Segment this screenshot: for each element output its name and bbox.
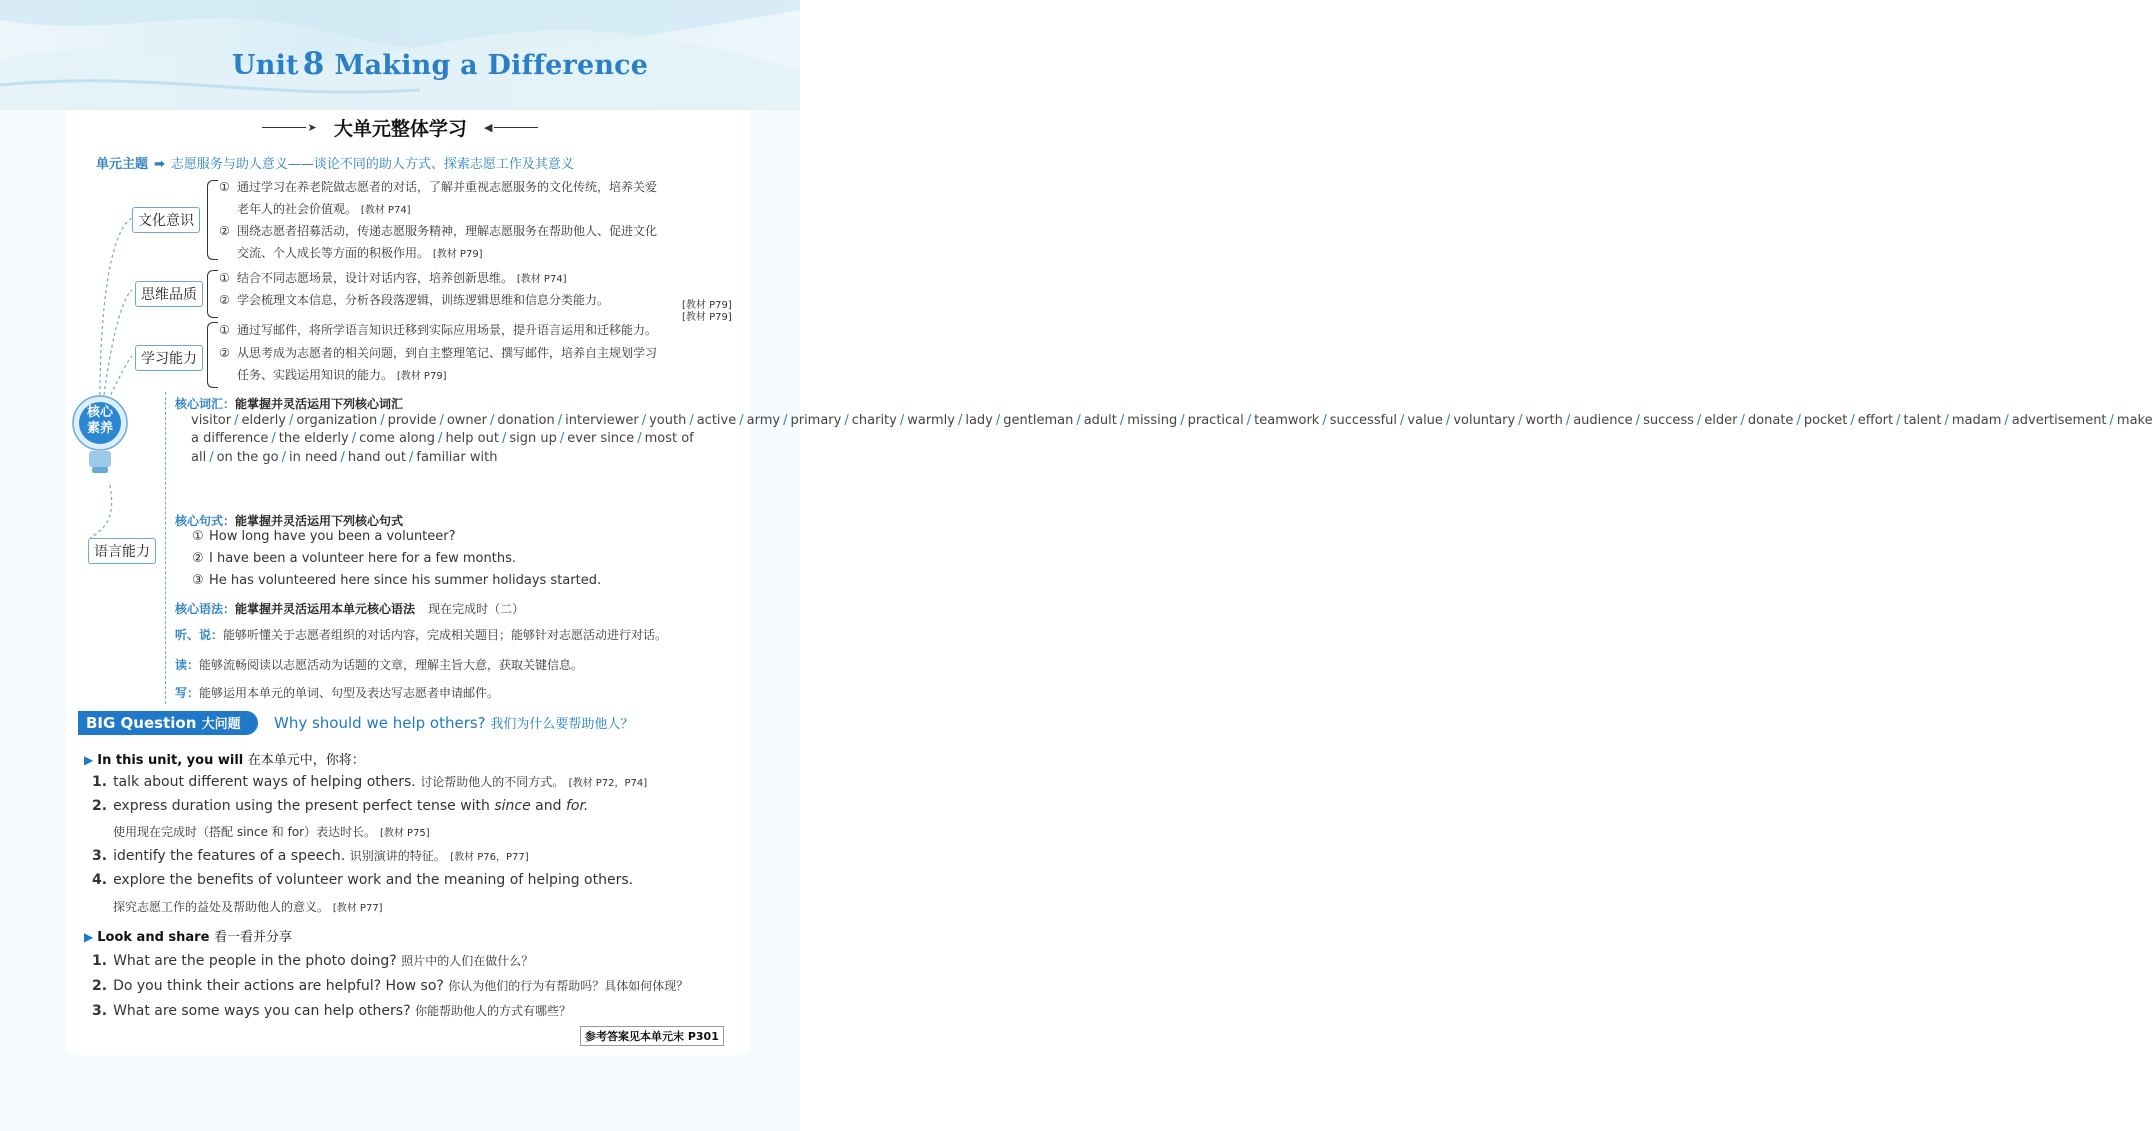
listen-line	[175, 626, 667, 643]
vocab-separator: /	[557, 413, 563, 428]
vocab-word: interviewer	[565, 413, 639, 428]
thinking-item-2-num: ②	[219, 293, 230, 307]
culture-brace	[207, 180, 218, 260]
read-label: 读：	[175, 658, 200, 672]
vocab-word: audience	[1573, 413, 1633, 428]
goal-2-since: since	[494, 798, 531, 814]
culture-awareness-label: 文化意识	[132, 207, 200, 233]
bulb-line-1: 核心	[86, 405, 113, 420]
goal-2-ref: [教材 P75]	[379, 828, 430, 839]
vocab-separator: /	[899, 413, 905, 428]
vocab-word: most of all	[191, 431, 694, 465]
vocab-separator: /	[995, 413, 1001, 428]
vocab-heading	[175, 393, 403, 412]
grammar-value: 现在完成时（二）	[428, 602, 525, 616]
vocab-word: hand out	[347, 449, 406, 465]
vocab-word: missing	[1127, 413, 1178, 428]
vocab-word: adult	[1083, 413, 1117, 428]
vocab-separator: /	[1076, 413, 1081, 428]
language-ability-label: 语言能力	[88, 538, 156, 564]
write-text: 能够运用本单元的单词、句型及表达写志愿者申请邮件。	[199, 686, 500, 700]
vocab-word: sign up	[509, 431, 557, 447]
look-question-3	[92, 1002, 571, 1019]
vocab-word: organization	[296, 413, 378, 428]
vocab-word: owner	[446, 413, 488, 428]
vocab-desc: 能掌握并灵活运用下列核心词汇	[235, 397, 404, 411]
culture-item-1	[219, 177, 657, 198]
sentence-3-num: ③	[192, 573, 204, 588]
in-this-unit-heading	[84, 749, 365, 768]
unit-theme	[96, 153, 574, 172]
thinking-item-2-text: 学会梳理文本信息，分析各段落逻辑，训练逻辑思维和信息分类能力。	[237, 293, 610, 307]
grammar-desc: 能掌握并灵活运用本单元核心语法	[235, 602, 416, 616]
learning-item-1-ref: [教材 P79]	[682, 312, 732, 323]
thinking-item-2	[219, 290, 609, 311]
grammar-label: 核心语法：	[175, 602, 236, 616]
vocab-word: success	[1643, 413, 1694, 428]
look-q3-en: What are some ways you can help others?	[113, 1003, 411, 1019]
goal-4-cn: 探究志愿工作的益处及帮助他人的意义。	[113, 900, 330, 914]
vocab-separator: /	[289, 413, 294, 428]
goal-1-ref: [教材 P72，P74]	[568, 778, 648, 789]
goal-2-cn: 使用现在完成时（搭配 since 和 for）表达时长。	[113, 825, 377, 839]
header-banner	[0, 0, 800, 110]
sentence-2	[192, 551, 516, 566]
read-line	[175, 656, 583, 673]
vocab-separator: /	[2109, 413, 2114, 428]
look-share-en: Look and share	[97, 930, 210, 945]
vocab-word: help out	[445, 431, 499, 447]
vocab-separator: /	[559, 431, 565, 447]
unit-name: Making a Difference	[334, 50, 649, 81]
vocab-word: gentleman	[1003, 413, 1074, 428]
vocab-separator: /	[271, 431, 276, 447]
goal-3-cn: 识别演讲的特征。	[349, 849, 446, 863]
look-q1-en: What are the people in the photo doing?	[113, 953, 397, 969]
look-q2-num: 2.	[92, 978, 108, 994]
learning-brace	[207, 322, 218, 388]
learning-item-2	[219, 343, 657, 364]
goal-1-num: 1.	[92, 774, 108, 790]
look-q3-num: 3.	[92, 1003, 108, 1019]
culture-item-2	[219, 221, 657, 242]
vocab-separator: /	[234, 413, 239, 428]
vocab-separator: /	[2004, 413, 2009, 428]
in-this-unit-cn: 在本单元中，你将：	[247, 753, 365, 768]
unit-goal-4	[92, 872, 633, 888]
vocab-word: on the go	[216, 449, 279, 465]
vocab-word: active	[696, 413, 737, 428]
vocab-word: successful	[1329, 413, 1398, 428]
look-q3-cn: 你能帮助他人的方式有哪些？	[414, 1004, 571, 1018]
listen-label: 听、说：	[175, 628, 224, 642]
culture-item-2-ref: [教材 P79]	[432, 249, 483, 260]
learning-item-1	[219, 320, 657, 341]
vocab-separator: /	[1944, 413, 1949, 428]
vocab-separator: /	[438, 431, 443, 447]
vocab-separator: /	[1518, 413, 1523, 428]
vocab-word: talent	[1903, 413, 1942, 428]
sentence-3-text: He has volunteered here since his summer holidays started.	[209, 573, 602, 588]
vocab-word: warmly	[907, 413, 955, 428]
section-title-text: 大单元整体学习	[333, 118, 467, 140]
unit-label: Unit	[232, 50, 299, 81]
write-label: 写：	[175, 686, 200, 700]
vocab-word: provide	[387, 413, 437, 428]
look-q1-cn: 照片中的人们在做什么？	[401, 954, 534, 968]
learning-item-2-line2: 任务、实践运用知识的能力。	[237, 368, 394, 382]
arrow-right-icon: ➤	[307, 121, 317, 134]
vocab-word: practical	[1187, 413, 1244, 428]
vocab-list	[191, 412, 2153, 467]
learning-item-2-ref: [教材 P79]	[396, 371, 447, 382]
vocab-separator: /	[1322, 413, 1327, 428]
big-question-cn: 大问题	[201, 717, 241, 732]
sentence-2-text: I have been a volunteer here for a few months.	[209, 551, 516, 566]
sentence-1	[192, 529, 456, 544]
learning-item-2b	[237, 365, 447, 387]
sentence-heading	[175, 510, 403, 529]
goal-2-and: and	[530, 798, 566, 814]
look-question-1	[92, 952, 533, 969]
big-question-en-text: Why should we help others?	[274, 714, 486, 732]
thinking-item-1	[219, 268, 567, 290]
vocab-separator: /	[1850, 413, 1855, 428]
theme-label: 单元主题	[96, 157, 149, 172]
goal-2-num: 2.	[92, 798, 108, 814]
sentence-label: 核心句式：	[175, 514, 236, 528]
goal-2-for: for.	[565, 798, 589, 814]
vocab-word: familiar with	[416, 449, 498, 465]
learning-item-2-line1: 从思考成为志愿者的相关问题，到自主整理笔记、撰写邮件，培养自主规划学习	[237, 346, 658, 360]
read-text: 能够流畅阅读以志愿活动为话题的文章，理解主旨大意，获取关键信息。	[199, 658, 584, 672]
goal-2-en: express duration using the present perfect tense with	[113, 798, 495, 814]
learning-ability-label: 学习能力	[135, 345, 203, 371]
learning-item-1-ref-box	[682, 306, 732, 328]
vocab-word: donate	[1747, 413, 1794, 428]
culture-item-1-num: ①	[219, 180, 230, 194]
sentence-1-num: ①	[192, 529, 204, 544]
vocab-separator: /	[689, 413, 694, 428]
vocab-word: elder	[1704, 413, 1738, 428]
thinking-item-2-ref: [教材 P79]	[682, 300, 732, 311]
vocab-word: primary	[790, 413, 842, 428]
goal-1-cn: 讨论帮助他人的不同方式。	[420, 775, 565, 789]
culture-item-1-line1: 通过学习在养老院做志愿者的对话，了解并重视志愿服务的文化传统，培养关爱	[237, 180, 658, 194]
look-share-cn: 看一看并分享	[213, 930, 292, 945]
theme-value: 志愿服务与助人意义——谈论不同的助人方式、探索志愿工作及其意义	[170, 157, 574, 172]
unit-goal-2	[92, 798, 588, 814]
vocab-word: elderly	[241, 413, 286, 428]
vocab-separator: /	[501, 431, 507, 447]
answer-reference-note: 参考答案见本单元末 P301	[580, 1026, 724, 1046]
vocab-word: youth	[649, 413, 687, 428]
culture-item-2b	[237, 243, 483, 265]
vocab-separator: /	[1740, 413, 1745, 428]
goal-3-num: 3.	[92, 848, 108, 864]
vocab-separator: /	[1896, 413, 1901, 428]
vocab-word: lady	[965, 413, 993, 428]
vocab-separator: /	[209, 449, 214, 465]
sentence-3	[192, 573, 601, 588]
vocab-word: come along	[359, 431, 436, 447]
write-line	[175, 684, 499, 701]
vocab-label: 核心词汇：	[175, 397, 236, 411]
in-this-unit-en: In this unit, you will	[97, 753, 244, 768]
learning-item-1-num: ①	[219, 323, 230, 337]
vocab-word: charity	[851, 413, 897, 428]
sentence-desc: 能掌握并灵活运用下列核心句式	[235, 514, 404, 528]
vocab-word: donation	[497, 413, 555, 428]
arrow-icon: ➡	[154, 157, 165, 172]
vocab-separator: /	[1246, 413, 1252, 428]
vocab-separator: /	[351, 431, 357, 447]
vocab-separator: /	[1696, 413, 1702, 428]
arrow-left-icon: ◀	[483, 121, 493, 134]
look-q2-en: Do you think their actions are helpful? How so?	[113, 978, 444, 994]
vocab-word: madam	[1951, 413, 2002, 428]
thinking-brace	[207, 270, 218, 318]
sentence-1-text: How long have you been a volunteer?	[209, 529, 456, 544]
unit-number: 8	[302, 46, 325, 82]
bulb-line-2: 素养	[86, 421, 113, 436]
unit-title	[232, 46, 648, 82]
section-title	[0, 114, 800, 141]
look-q2-cn: 你认为他们的行为有帮助吗？具体如何体现？	[448, 979, 689, 993]
vocab-separator: /	[739, 413, 744, 428]
vocab-separator: /	[957, 413, 963, 428]
goal-4-en: explore the benefits of volunteer work and the meaning of helping others.	[113, 872, 634, 888]
title-rule-left	[262, 127, 306, 128]
thinking-quality-label: 思维品质	[135, 281, 203, 307]
vocab-separator: /	[1180, 413, 1185, 428]
vocab-word: advertisement	[2011, 413, 2107, 428]
vocab-separator: /	[439, 413, 444, 428]
look-and-share-heading	[84, 926, 292, 945]
vocab-separator: /	[1635, 413, 1641, 428]
vocab-separator: /	[783, 413, 788, 428]
vocab-word: army	[746, 413, 781, 428]
unit-goal-1	[92, 773, 647, 790]
unit-goal-2-cn	[113, 823, 430, 840]
goal-3-ref: [教材 P76，P77]	[450, 852, 529, 863]
title-rule-right	[494, 127, 538, 128]
goal-3-en: identify the features of a speech.	[113, 848, 346, 864]
vocab-separator: /	[408, 449, 414, 465]
vocab-separator: /	[340, 449, 345, 465]
vocab-separator: /	[844, 413, 849, 428]
thinking-item-1-text: 结合不同志愿场景，设计对话内容，培养创新思维。	[237, 271, 514, 285]
big-question-badge	[78, 711, 258, 735]
thinking-item-1-num: ①	[219, 271, 230, 285]
culture-item-1b	[237, 199, 411, 221]
vocab-word: pocket	[1803, 413, 1848, 428]
unit-goal-4-cn	[113, 898, 383, 915]
look-q1-num: 1.	[92, 953, 108, 969]
culture-item-2-num: ②	[219, 224, 230, 238]
vocab-separator: /	[380, 413, 385, 428]
vocab-separator: /	[1445, 413, 1451, 428]
bulb-text	[70, 405, 130, 437]
vocab-word: visitor	[191, 413, 232, 428]
vocab-word: voluntary	[1453, 413, 1516, 428]
learning-item-2-num: ②	[219, 346, 230, 360]
sentence-2-num: ②	[192, 551, 204, 566]
vocab-separator: /	[490, 413, 495, 428]
vocab-word: make a difference	[191, 413, 2153, 447]
vocab-word: the elderly	[278, 431, 349, 447]
vocab-word: teamwork	[1254, 413, 1320, 428]
big-question-en: BIG Question	[86, 714, 197, 732]
vocab-word: ever since	[567, 431, 635, 447]
vocab-separator: /	[1119, 413, 1125, 428]
culture-item-2-line1: 围绕志愿者招募活动，传递志愿服务精神，理解志愿服务在帮助他人、促进文化	[237, 224, 658, 238]
thinking-item-1-ref: [教材 P74]	[516, 274, 567, 285]
big-question-text	[274, 713, 633, 732]
grammar-line	[175, 598, 524, 617]
vocab-separator: /	[637, 431, 642, 447]
goal-4-ref: [教材 P77]	[332, 903, 383, 914]
culture-item-1-ref: [教材 P74]	[360, 205, 411, 216]
culture-item-2-line2: 交流、个人成长等方面的积极作用。	[237, 246, 430, 260]
vocab-separator: /	[1796, 413, 1801, 428]
vocab-separator: /	[641, 413, 647, 428]
goal-4-num: 4.	[92, 872, 108, 888]
vocab-word: worth	[1525, 413, 1563, 428]
triangle-right-icon: ▶	[84, 753, 94, 767]
unit-goal-3	[92, 847, 529, 864]
triangle-right-icon: ▶	[84, 930, 94, 944]
listen-text: 能够听懂关于志愿者组织的对话内容，完成相关题目；能够针对志愿活动进行对话。	[223, 628, 668, 642]
vocab-word: effort	[1857, 413, 1894, 428]
vocab-word: value	[1407, 413, 1443, 428]
vocab-separator: /	[1565, 413, 1571, 428]
big-question-cn-text: 我们为什么要帮助他人？	[490, 717, 634, 732]
learning-item-1-text: 通过写邮件，将所学语言知识迁移到实际应用场景，提升语言运用和迁移能力。	[237, 323, 658, 337]
vocab-separator: /	[281, 449, 286, 465]
vocab-word: in need	[288, 449, 338, 465]
culture-item-1-line2: 老年人的社会价值观。	[237, 202, 358, 216]
goal-1-en: talk about different ways of helping others.	[113, 774, 416, 790]
language-divider	[165, 392, 167, 704]
vocab-separator: /	[1400, 413, 1405, 428]
look-question-2	[92, 977, 688, 994]
